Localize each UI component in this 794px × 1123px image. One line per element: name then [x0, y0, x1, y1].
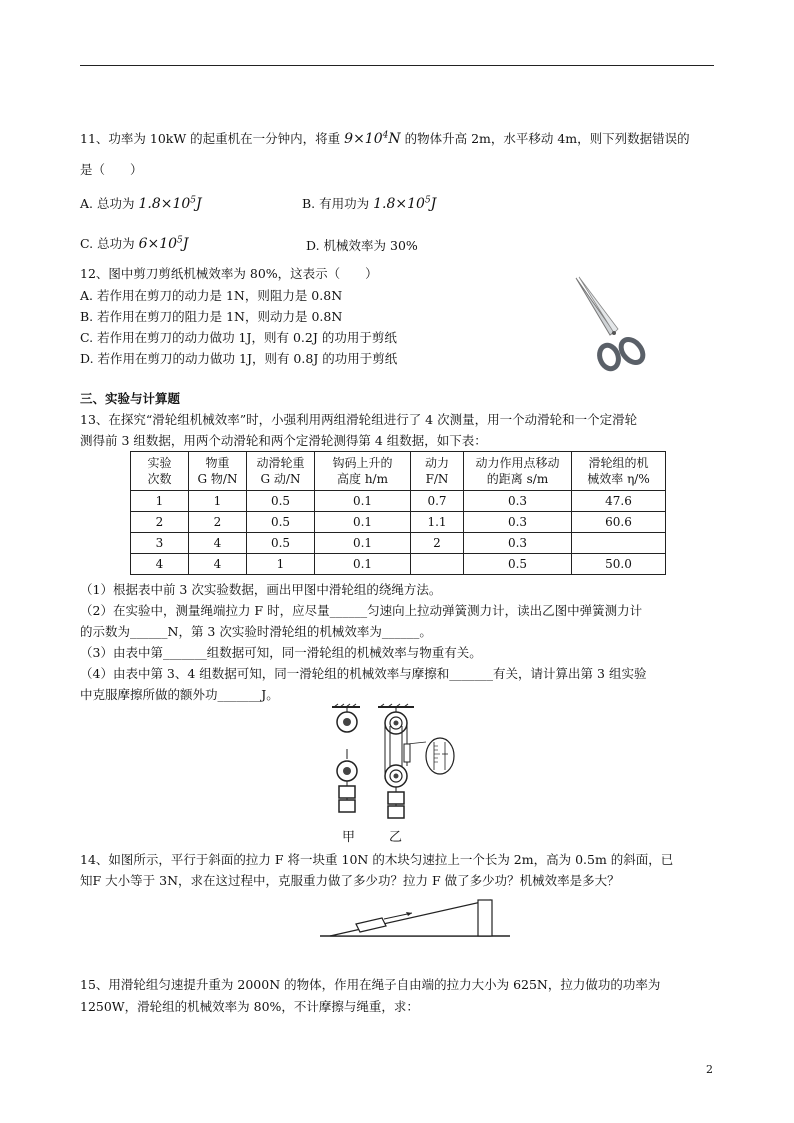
q11-weight-unit: N [388, 131, 401, 147]
table-header-cell [464, 452, 572, 491]
q12-option-b: B. 若作用在剪刀的阻力是 1N，则动力是 0.8N [80, 309, 343, 324]
q11-option-d: D. 机械效率为 30% [306, 238, 418, 253]
q11-option-c-label: C. 总功为 [80, 236, 135, 251]
q13-part3: （3）由表中第_______组数据可知，同一滑轮组的机械效率与物重有关。 [80, 645, 482, 660]
table-header-cell [247, 452, 315, 491]
table-cell: 0.1 [315, 554, 411, 575]
table-cell: 4 [189, 554, 247, 575]
table-cell: 0.3 [464, 533, 572, 554]
q12-stem: 12、图中剪刀剪纸机械效率为 80%，这表示（ ） [80, 266, 378, 281]
table-cell: 0.1 [315, 533, 411, 554]
table-cell: 4 [189, 533, 247, 554]
q13-line1: 13、在探究“滑轮组机械效率”时，小强利用两组滑轮组进行了 4 次测量，用一个动滑轮和一个定滑轮 [80, 412, 638, 427]
header-line: 的距离 s/m [486, 472, 549, 486]
q11-option-b-unit: J [430, 196, 437, 212]
q11-option-a [80, 194, 202, 212]
table-cell: 50.0 [572, 554, 666, 575]
q11-option-a-value [138, 196, 201, 212]
pulley-diagram-jia [330, 704, 370, 834]
header-rule [80, 65, 714, 66]
table-header-cell [189, 452, 247, 491]
incline-diagram [320, 893, 510, 941]
table-cell: 0.1 [315, 491, 411, 512]
table-cell: 60.6 [572, 512, 666, 533]
q11-option-b-base: 1.8×10 [373, 196, 425, 212]
q11-text-prefix: 11、功率为 10kW 的起重机在一分钟内，将重 [80, 131, 341, 146]
q13-part2-line1: （2）在实验中，测量绳端拉力 F 时，应尽量______匀速向上拉动弹簧测力计，读出乙图中弹簧测力计 [80, 603, 643, 618]
q11-option-a-base: 1.8×10 [138, 196, 191, 212]
table-cell [572, 533, 666, 554]
q15-line1: 15、用滑轮组匀速提升重为 2000N 的物体，作用在绳子自由端的拉力大小为 625N，拉力做功的功率为 [80, 977, 661, 992]
table-cell: 0.5 [247, 491, 315, 512]
table-cell: 1.1 [411, 512, 464, 533]
q11-option-b-label: B. 有用功为 [302, 196, 370, 211]
table-cell: 3 [131, 533, 189, 554]
q11-text-suffix: 的物体升高 2m，水平移动 4m，则下列数据错误的 [404, 131, 690, 146]
header-line: 次数 [147, 472, 172, 486]
header-line: F/N [425, 472, 449, 486]
header-line: G 物/N [197, 472, 238, 486]
table-header-cell [315, 452, 411, 491]
q11-option-c [80, 234, 188, 252]
header-line: 高度 h/m [337, 472, 388, 486]
q15-line2: 1250W，滑轮组的机械效率为 80%，不计摩擦与绳重，求： [80, 999, 419, 1014]
table-cell: 2 [131, 512, 189, 533]
q13-line2: 测得前 3 组数据，用两个动滑轮和两个定滑轮测得第 4 组数据，如下表： [80, 433, 487, 448]
scissors-icon [570, 275, 650, 380]
table-cell: 0.3 [464, 512, 572, 533]
header-line: 动滑轮重 [256, 456, 305, 470]
q11-option-a-label: A. 总功为 [80, 196, 135, 211]
q11-line1 [80, 129, 690, 147]
figure-label-yi: 乙 [389, 830, 403, 845]
q11-weight-base: 9×10 [344, 131, 383, 147]
table-cell: 4 [131, 554, 189, 575]
q11-weight-exp: 4 [382, 130, 389, 141]
q11-option-a-exp: 5 [190, 195, 197, 206]
table-cell: 0.5 [247, 512, 315, 533]
pulley-diagram-yi [376, 704, 466, 834]
header-line: 动力 [424, 456, 449, 470]
figure-label-jia: 甲 [342, 830, 356, 845]
q11-weight [344, 131, 400, 147]
table-cell: 1 [247, 554, 315, 575]
table-cell: 0.7 [411, 491, 464, 512]
header-line: 实验 [147, 456, 172, 470]
q12-option-c: C. 若作用在剪刀的动力做功 1J，则有 0.2J 的功用于剪纸 [80, 330, 397, 345]
table-cell: 2 [411, 533, 464, 554]
section-title: 三、实验与计算题 [80, 391, 181, 406]
q12-option-d: D. 若作用在剪刀的动力做功 1J，则有 0.8J 的功用于剪纸 [80, 351, 398, 366]
q11-option-b-value [373, 196, 436, 212]
table-row [131, 533, 666, 554]
q11-option-c-unit: J [182, 236, 189, 252]
header-line: G 动/N [260, 472, 301, 486]
table-cell: 1 [189, 491, 247, 512]
table-cell: 47.6 [572, 491, 666, 512]
table-cell [411, 554, 464, 575]
table-cell: 0.1 [315, 512, 411, 533]
q13-part2-line2: 的示数为______N，第 3 次实验时滑轮组的机械效率为______。 [80, 624, 432, 639]
table-row [131, 491, 666, 512]
header-line: 物重 [205, 456, 230, 470]
table-row [131, 512, 666, 533]
q13-part1: （1）根据表中前 3 次实验数据，画出甲图中滑轮组的绕绳方法。 [80, 582, 442, 597]
table-cell: 1 [131, 491, 189, 512]
header-line: 动力作用点移动 [475, 456, 560, 470]
table-cell: 0.5 [247, 533, 315, 554]
q13-part4-line2: 中克服摩擦所做的额外功_______J。 [80, 687, 279, 702]
experiment-table [130, 451, 666, 575]
table-header-row [131, 452, 666, 491]
header-line: 械效率 η/% [587, 472, 650, 486]
q13-part4-line1: （4）由表中第 3、4 组数据可知，同一滑轮组的机械效率与摩擦和_______有关，请计算出第 3 组实验 [80, 666, 647, 681]
table-header-cell [131, 452, 189, 491]
q11-option-c-base: 6×10 [138, 236, 178, 252]
q11-line2: 是（ ） [80, 162, 143, 177]
q14-line2: 知F 大小等于 3N，求在这过程中，克服重力做了多少功？拉力 F 做了多少功？机械效率是多大？ [80, 873, 620, 888]
page-number: 2 [706, 1063, 713, 1076]
q11-option-c-value [139, 236, 189, 252]
q11-option-c-exp: 5 [177, 235, 183, 246]
q14-line1: 14、如图所示，平行于斜面的拉力 F 将一块重 10N 的木块匀速拉上一个长为 2m，高为 0.5m 的斜面，已 [80, 852, 674, 867]
table-header-cell [411, 452, 464, 491]
q11-option-a-unit: J [196, 196, 202, 212]
q11-option-b [302, 194, 436, 212]
q11-option-b-exp: 5 [424, 195, 431, 206]
q12-option-a: A. 若作用在剪刀的动力是 1N，则阻力是 0.8N [80, 288, 343, 303]
table-cell: 0.3 [464, 491, 572, 512]
table-cell: 0.5 [464, 554, 572, 575]
table-cell: 2 [189, 512, 247, 533]
header-line: 滑轮组的机 [588, 456, 649, 470]
header-line: 钩码上升的 [332, 456, 393, 470]
table-row [131, 554, 666, 575]
table-header-cell [572, 452, 666, 491]
